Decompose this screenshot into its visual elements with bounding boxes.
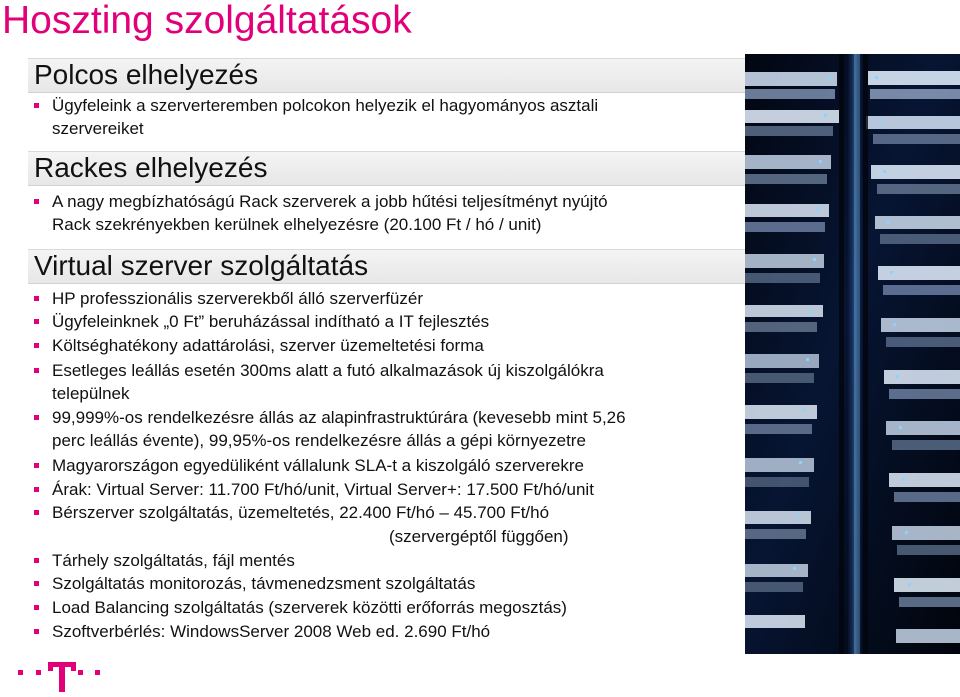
bullet-marker bbox=[34, 343, 39, 348]
bullet-marker bbox=[34, 558, 39, 563]
bullet-marker bbox=[34, 463, 39, 468]
bullet-marker bbox=[34, 629, 39, 634]
bullet-marker bbox=[34, 199, 39, 204]
list-item: Load Balancing szolgáltatás (szerverek közötti erőforrás megosztás) bbox=[34, 596, 567, 619]
list-item: A nagy megbízhatóságú Rack szerverek a jobb hűtési teljesítményt nyújtó Rack szekrényekben kerülnek elhelyezésre (20.100 Ft / hó / unit) bbox=[34, 190, 608, 213]
list-item: Esetleges leállás esetén 300ms alatt a futó alkalmazások új kiszolgálókra települnek bbox=[34, 359, 604, 382]
list-item: Ügyfeleinknek „0 Ft” beruházással indítható a IT fejlesztés bbox=[34, 310, 489, 333]
bullet-marker bbox=[34, 510, 39, 515]
bullet-marker bbox=[34, 296, 39, 301]
bullet-marker bbox=[34, 415, 39, 420]
list-item: Szolgáltatás monitorozás, távmenedzsment szolgáltatás bbox=[34, 572, 475, 595]
list-item: Árak: Virtual Server: 11.700 Ft/hó/unit, Virtual Server+: 17.500 Ft/hó/unit bbox=[34, 478, 594, 501]
section-title: Polcos elhelyezés bbox=[34, 59, 259, 90]
server-rack-photo bbox=[745, 54, 960, 654]
list-item: Szoftverbérlés: WindowsServer 2008 Web ed. 2.690 Ft/hó bbox=[34, 620, 490, 643]
list-item: 99,999%-os rendelkezésre állás az alapinfrastruktúrára (kevesebb mint 5,26 perc leállás évente), 99,95%-os rendelkezésre állás a gépi környezetre bbox=[34, 406, 626, 429]
bullet-marker bbox=[34, 581, 39, 586]
bullet-marker bbox=[34, 368, 39, 373]
list-item: HP professzionális szerverekből álló szerverfüzér bbox=[34, 287, 423, 310]
bullet-marker bbox=[34, 103, 39, 108]
section-title: Virtual szerver szolgáltatás bbox=[34, 250, 369, 281]
page-title: Hoszting szolgáltatások bbox=[2, 0, 412, 42]
t-logo-icon bbox=[18, 662, 108, 692]
bullet-marker bbox=[34, 319, 39, 324]
section-title: Rackes elhelyezés bbox=[34, 152, 268, 183]
list-item: Tárhely szolgáltatás, fájl mentés bbox=[34, 549, 295, 572]
list-item: Magyarországon egyedüliként vállalunk SLA-t a kiszolgáló szerverekre bbox=[34, 454, 584, 477]
price-note: (szervergéptől függően) bbox=[389, 527, 569, 546]
list-item: Bérszerver szolgáltatás, üzemeltetés, 22.400 Ft/hó – 45.700 Ft/hó bbox=[34, 501, 549, 524]
bullet-marker bbox=[34, 487, 39, 492]
list-item: Ügyfeleink a szerverteremben polcokon helyezik el hagyományos asztali szervereiket bbox=[34, 94, 598, 117]
bullet-marker bbox=[34, 605, 39, 610]
list-item: Költséghatékony adattárolási, szerver üzemeltetési forma bbox=[34, 334, 484, 357]
